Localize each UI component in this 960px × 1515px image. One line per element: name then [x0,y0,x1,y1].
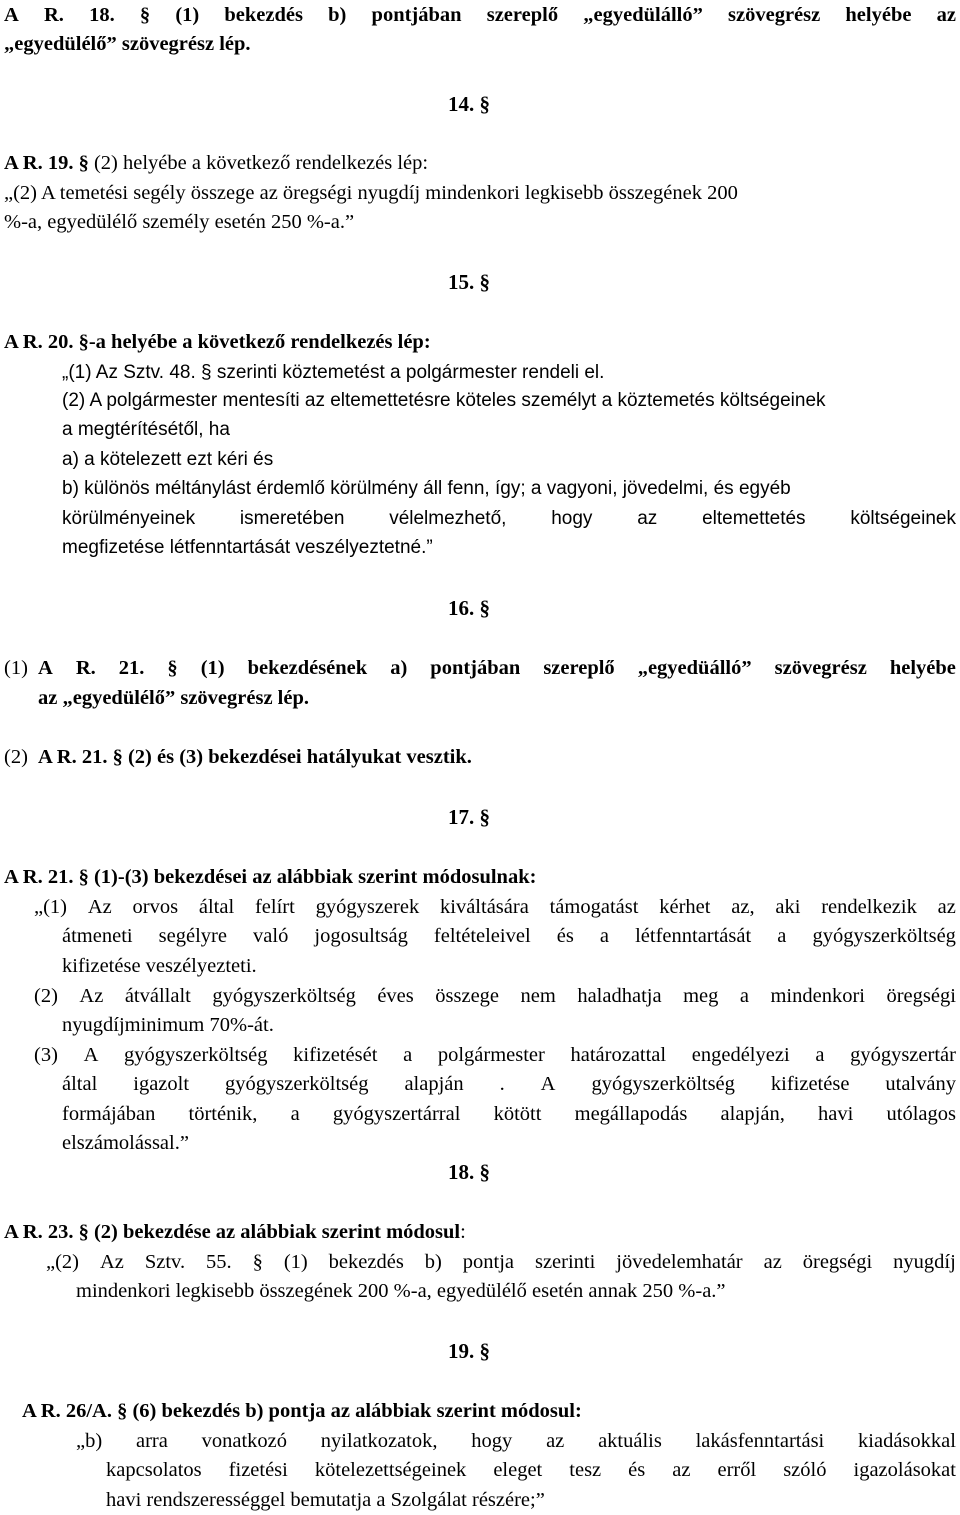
word: a [403,1044,413,1066]
word: kötött [493,1103,542,1125]
word: mindenkori [770,985,865,1007]
s18-quote-1 [46,1249,956,1275]
word: pontja [462,1251,515,1273]
word: történik, [188,1103,258,1125]
word: b) [328,4,347,26]
s17-q3-line-1 [34,1042,956,1068]
word: alapján [404,1073,464,1095]
word: kérhet [659,896,711,918]
word: támogatást [549,896,639,918]
word: szereplő [486,4,559,26]
word: erről [717,1459,757,1481]
word: § [167,657,178,679]
word: tesz [569,1459,602,1481]
word: segélyre [158,925,227,947]
s15-q2-line-1: (2) A polgármester mentesíti az eltemettetésre köteles személyt a köztemetés költségeinek [62,390,826,411]
word: igazolásokat [853,1459,956,1481]
word: való [253,925,289,947]
word: hogy [471,1430,513,1452]
word: eltemettetés [702,508,806,529]
word: aki [775,896,801,918]
word: igazolt [133,1073,190,1095]
word: az [937,896,956,918]
word: (1) [283,1251,308,1273]
word: 21. [118,657,145,679]
word: az [546,1430,565,1452]
word: Az [99,1251,124,1273]
word: aktuális [598,1430,662,1452]
s19-quote-3: havi rendszerességgel bemutatja a Szolgálat részére;” [106,1489,545,1511]
word: határozattal [570,1044,667,1066]
s17-q1-line-1 [34,894,956,920]
word: helyébe [845,4,912,26]
word: gyógyszerköltség [124,1044,268,1066]
word: ismeretében [239,508,345,529]
word: kifizetését [293,1044,378,1066]
word: a [815,1044,825,1066]
word: Az [79,985,104,1007]
word: gyógyszertár [850,1044,956,1066]
word: kötelezettségeinek [314,1459,467,1481]
word: (1) [175,4,200,26]
s17-q2-line-1 [34,983,956,1009]
word: szövegrész [728,4,821,26]
s14-ref: A R. 19. § [4,152,89,174]
word: bekezdésének [247,657,368,679]
section-heading-19: 19. § [448,1339,490,1363]
s17-q3-line-2 [62,1071,956,1097]
word: gyógyszerköltség [225,1073,369,1095]
s14-quote-2: %-a, egyedülélő személy esetén 250 %-a.” [4,211,355,233]
word: orvos [132,896,179,918]
s14-intro-line-1 [4,2,956,28]
section-heading-17: 17. § [448,805,490,829]
word: eleget [493,1459,543,1481]
word: „(2) [46,1251,80,1273]
word: az [936,4,956,26]
word: engedélyezi [691,1044,790,1066]
word: körülményeinek [62,508,196,529]
word: 18. [89,4,115,26]
s15-qb-line-3: megfizetése létfenntartását veszélyeztetné.” [62,537,433,558]
word: A [83,1044,99,1066]
word: „(1) [34,896,68,918]
word: havi [818,1103,854,1125]
word: gyógyszertárral [332,1103,461,1125]
s15-qa: a) a kötelezett ezt kéri és [62,449,274,470]
word: nyugdíj [893,1251,956,1273]
word: átvállalt [124,985,191,1007]
word: lakásfenntartási [695,1430,825,1452]
word: vonatkozó [201,1430,288,1452]
s16-p2: A R. 21. § (2) és (3) bekezdései hatályukat vesztik. [38,746,472,768]
word: feltételeivel [433,925,531,947]
word: öregségi [802,1251,873,1273]
word: R. [75,657,96,679]
word: fizetési [228,1459,288,1481]
word: A [38,657,53,679]
word: utalvány [885,1073,956,1095]
word: hogy [551,508,593,529]
word: gyógyszerek [315,896,420,918]
word: § [139,4,151,26]
word: szerinti [534,1251,596,1273]
s19-quote-1 [76,1428,956,1454]
word: R. [43,4,64,26]
s15-qb-line-1: b) különös méltánylást érdemlő körülmény áll fenn, így; a vagyoni, jövedelmi, és egyéb [62,478,791,499]
word: gyógyszerköltség [812,925,956,947]
word: rendelkezik [821,896,917,918]
word: utólagos [886,1103,956,1125]
word: helyébe [889,657,956,679]
s19-quote-2 [106,1457,956,1483]
word: § [252,1251,263,1273]
word: 55. [206,1251,232,1273]
word: arra [135,1430,168,1452]
word: által [198,896,235,918]
word: „b) [76,1430,103,1452]
word: a [290,1103,300,1125]
s17-q1-line-2 [62,923,956,949]
word: az, [731,896,755,918]
word: „egyedülálló” [583,4,703,26]
word: Az [87,896,112,918]
word: kiváltására [440,896,529,918]
word: összege [435,985,500,1007]
s17-q1-line-3: kifizetése veszélyezteti. [62,955,257,977]
word: vélelmezhető, [389,508,507,529]
word: költségeinek [850,508,956,529]
word: öregségi [886,985,956,1007]
word: formájában [62,1103,156,1125]
word: az [672,1459,691,1481]
s18-line-1-colon: : [460,1221,466,1243]
s17-q2-line-2: nyugdíjminimum 70%-át. [62,1014,274,1036]
word: b) [424,1251,442,1273]
s17-line-1: A R. 21. § (1)-(3) bekezdései az alábbiak szerint módosulnak: [4,866,537,888]
word: kifizetése [770,1073,850,1095]
word: bekezdés [224,4,303,26]
word: alapján, [720,1103,785,1125]
s19-line-1: A R. 26/A. § (6) bekezdés b) pontja az alábbiak szerint módosul: [22,1400,582,1422]
s15-q2-line-2: a megtérítésétől, ha [62,419,230,440]
word: polgármester [437,1044,545,1066]
word: a [777,925,787,947]
s15-qb-line-2 [62,506,956,532]
s14-intro-line-2: „egyedülélő” szövegrész lép. [4,33,251,55]
word: (2) [34,985,58,1007]
word: Sztv. [144,1251,186,1273]
s18-line-1 [4,1219,466,1245]
section-heading-18: 18. § [448,1160,490,1184]
word: gyógyszerköltség [212,985,356,1007]
word: szereplő [543,657,615,679]
word: . [499,1073,505,1095]
word: „egyedüálló” [637,657,752,679]
word: a) [390,657,408,679]
s18-quote-2: mindenkori legkisebb összegének 200 %-a, egyedülélő esetén annak 250 %-a.” [76,1280,726,1302]
word: szövegrész [774,657,867,679]
s16-p2-number: (2) [4,746,28,768]
s16-p1-number: (1) [4,657,28,679]
word: átmeneti [62,925,133,947]
word: és [556,925,574,947]
word: meg [683,985,719,1007]
word: létfenntartását [635,925,752,947]
s18-line-1-text: A R. 23. § (2) bekezdése az alábbiak szerint módosul [4,1221,461,1243]
word: által [62,1073,98,1095]
section-heading-16: 16. § [448,596,490,620]
section-heading-15: 15. § [448,270,490,294]
word: pontjában [371,4,462,26]
word: jövedelemhatár [616,1251,743,1273]
word: a [739,985,749,1007]
word: a [599,925,609,947]
s14-quote-1: „(2) A temetési segély összege az öregségi nyugdíj mindenkori legkisebb összegének 200 [4,182,738,204]
word: nyilatkozatok, [320,1430,438,1452]
s17-q3-line-3 [62,1101,956,1127]
word: nem [520,985,556,1007]
s17-q3-line-4: elszámolással.” [62,1132,189,1154]
word: megállapodás [574,1103,688,1125]
word: kiadásokkal [858,1430,956,1452]
s14-line-1 [4,150,428,176]
word: felírt [254,896,295,918]
word: haladhatja [577,985,662,1007]
word: és [628,1459,646,1481]
word: pontjában [430,657,521,679]
s15-q1: „(1) Az Sztv. 48. § szerinti köztemetést a polgármester rendeli el. [62,362,605,383]
s14-rest: (2) helyébe a következő rendelkezés lép: [93,152,429,174]
word: gyógyszerköltség [591,1073,735,1095]
word: az [763,1251,782,1273]
word: jogosultság [314,925,408,947]
s16-p1-line-1 [38,655,956,681]
section-heading-14: 14. § [448,92,490,116]
word: (3) [34,1044,58,1066]
word: (1) [200,657,225,679]
s15-line-1: A R. 20. §-a helyébe a következő rendelkezés lép: [4,331,431,353]
word: A [540,1073,556,1095]
word: bekezdés [328,1251,404,1273]
s16-p1-line-2: az „egyedülélő” szövegrész lép. [38,687,309,709]
word: A [4,4,19,26]
word: kapcsolatos [106,1459,202,1481]
word: szóló [783,1459,827,1481]
word: az [637,508,658,529]
word: éves [377,985,414,1007]
